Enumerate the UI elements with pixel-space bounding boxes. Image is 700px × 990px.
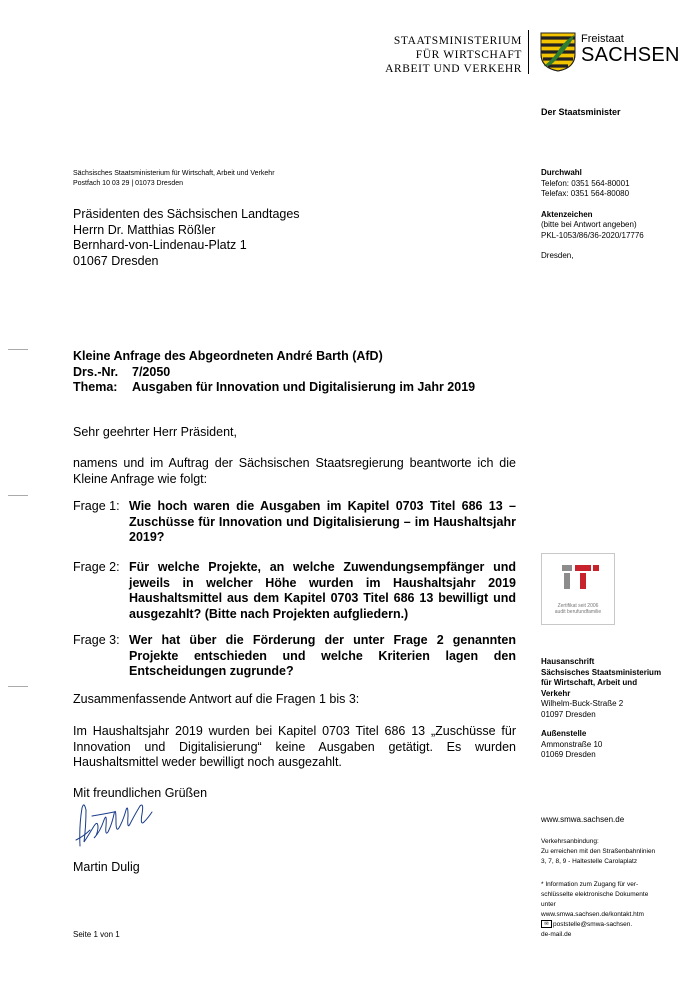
summary-heading: Zusammenfassende Antwort auf die Fragen 1 bis 3: — [73, 692, 360, 706]
question-3 — [73, 633, 516, 680]
closing: Mit freundlichen Grüßen — [73, 786, 208, 800]
info-line: unter — [541, 901, 556, 908]
email-address-cont: de-mail.de — [541, 931, 572, 938]
ministry-line: FÜR WIRTSCHAFT — [415, 49, 522, 61]
fold-mark — [8, 349, 28, 350]
question-text: Wie hoch waren die Ausgaben im Kapitel 0703 Titel 686 13 – Zuschüsse für Innovation und Digitalisierung – im Haushaltsjahr 2019? — [129, 499, 516, 544]
aussenstelle-label: Außenstelle — [541, 729, 587, 738]
question-label: Frage 1: — [73, 499, 120, 513]
logo-freistaat: Freistaat — [581, 33, 624, 45]
contact-block — [541, 168, 644, 262]
drs-value: 7/2050 — [132, 364, 171, 379]
transport-line: Zu erreichen mit den Straßenbahnlinien — [541, 848, 656, 855]
sender-address — [73, 169, 275, 189]
info-line[interactable]: www.smwa.sachsen.de/kontakt.htm — [541, 911, 644, 918]
transport-line: Verkehrsanbindung: — [541, 838, 599, 845]
recipient-line: Präsidenten des Sächsischen Landtages — [73, 207, 300, 221]
drs-label: Drs.-Nr. — [73, 364, 119, 379]
recipient-line: Herrn Dr. Matthias Rößler — [73, 222, 216, 237]
subject-block — [73, 349, 475, 396]
question-label: Frage 2: — [73, 560, 120, 574]
intro-paragraph: namens und im Auftrag der Sächsischen Staatsregierung beantworte ich die Kleine Anfrage wie folgt: — [73, 456, 516, 486]
question-text: Für welche Projekte, an welche Zuwendungsempfänger und jeweils in welcher Höhe wurden im Haushaltsjahr 2019 Haushaltsmittel aus dem Kapitel 0703 Titel 686 13 bewilligt und ausgezahlt? (Bitte nach Projekten aufgliedern.) — [129, 560, 516, 621]
thema-label: Thema: — [73, 380, 118, 394]
question-label: Frage 3: — [73, 633, 120, 647]
signer-name: Martin Dulig — [73, 860, 140, 874]
question-1 — [73, 499, 516, 546]
signature-image — [74, 796, 154, 860]
aktenzeichen-note: (bitte bei Antwort angeben) — [541, 220, 637, 229]
certificate-line: audit berufundfamilie — [554, 609, 602, 615]
audit-figure-icon — [542, 554, 614, 602]
aktenzeichen-label: Aktenzeichen — [541, 209, 593, 219]
email-address: poststelle@smwa-sachsen. — [553, 921, 633, 928]
recipient-address — [73, 207, 300, 269]
encryption-info — [541, 880, 648, 940]
recipient-line: 01067 Dresden — [73, 253, 159, 268]
fold-mark — [8, 495, 28, 496]
sender-line: Postfach 10 03 29 | 01073 Dresden — [73, 180, 184, 187]
subject-line: Kleine Anfrage des Abgeordneten André Barth (AfD) — [73, 349, 383, 363]
place-date: Dresden, — [541, 251, 574, 260]
mail-icon: ✉ — [541, 920, 552, 928]
email-line[interactable] — [541, 920, 648, 930]
info-line: schlüsselte elektronische Dokumente — [541, 891, 649, 898]
hausanschrift-org: Sächsisches Staatsministerium — [541, 667, 662, 677]
certificate-text — [542, 603, 614, 615]
telefax: Telefax: 0351 564-80080 — [541, 189, 630, 198]
certificate-line: Zertifikat seit 2006 — [557, 603, 599, 609]
logo-sachsen: SACHSEN — [581, 44, 680, 66]
audit-certificate-logo — [541, 553, 615, 625]
salutation: Sehr geehrter Herr Präsident, — [73, 425, 237, 439]
question-text: Wer hat über die Förderung der unter Frage 2 genannten Projekte entschieden und welche Kriterien lagen den Entscheidungen zugrunde? — [129, 633, 516, 678]
hausanschrift-label: Hausanschrift — [541, 657, 595, 666]
info-line: * Information zum Zugang für ver- — [541, 881, 639, 888]
telefon: Telefon: 0351 564-80001 — [541, 178, 630, 188]
hausanschrift-street: Wilhelm-Buck-Straße 2 — [541, 699, 624, 708]
aussenstelle-city: 01069 Dresden — [541, 750, 596, 759]
page-number: Seite 1 von 1 — [73, 930, 120, 939]
sender-line: Sächsisches Staatsministerium für Wirtschaft, Arbeit und Verkehr — [73, 170, 275, 177]
saxony-crest-icon — [540, 32, 576, 72]
ministry-name — [385, 34, 522, 76]
question-2 — [73, 560, 516, 622]
hausanschrift-org: für Wirtschaft, Arbeit und — [541, 678, 638, 687]
header-divider — [528, 30, 529, 74]
aktenzeichen-value: PKL-1053/86/36-2020/17776 — [541, 230, 644, 240]
fold-mark — [8, 686, 28, 687]
transport-info — [541, 837, 655, 867]
website-link[interactable]: www.smwa.sachsen.de — [541, 815, 625, 824]
answer-paragraph: Im Haushaltsjahr 2019 wurden bei Kapitel 0703 Titel 686 13 „Zuschüsse für Innovation und Digitalisierung“ keine Ausgaben getätigt. Es wurden Haushaltsmittel weder bewilligt noch ausgezahlt. — [73, 724, 516, 769]
thema-value: Ausgaben für Innovation und Digitalisierung im Jahr 2019 — [132, 380, 476, 394]
hausanschrift-org: Verkehr — [541, 688, 571, 698]
recipient-line: Bernhard-von-Lindenau-Platz 1 — [73, 238, 247, 252]
ministry-line: STAATSMINISTERIUM — [393, 35, 522, 47]
address-block — [541, 657, 661, 761]
hausanschrift-city: 01097 Dresden — [541, 709, 596, 719]
durchwahl-label: Durchwahl — [541, 168, 582, 177]
aussenstelle-street: Ammonstraße 10 — [541, 739, 603, 749]
department-label: Der Staatsminister — [541, 107, 621, 117]
ministry-line: ARBEIT UND VERKEHR — [385, 63, 522, 75]
transport-line: 3, 7, 8, 9 - Haltestelle Carolaplatz — [541, 858, 638, 865]
